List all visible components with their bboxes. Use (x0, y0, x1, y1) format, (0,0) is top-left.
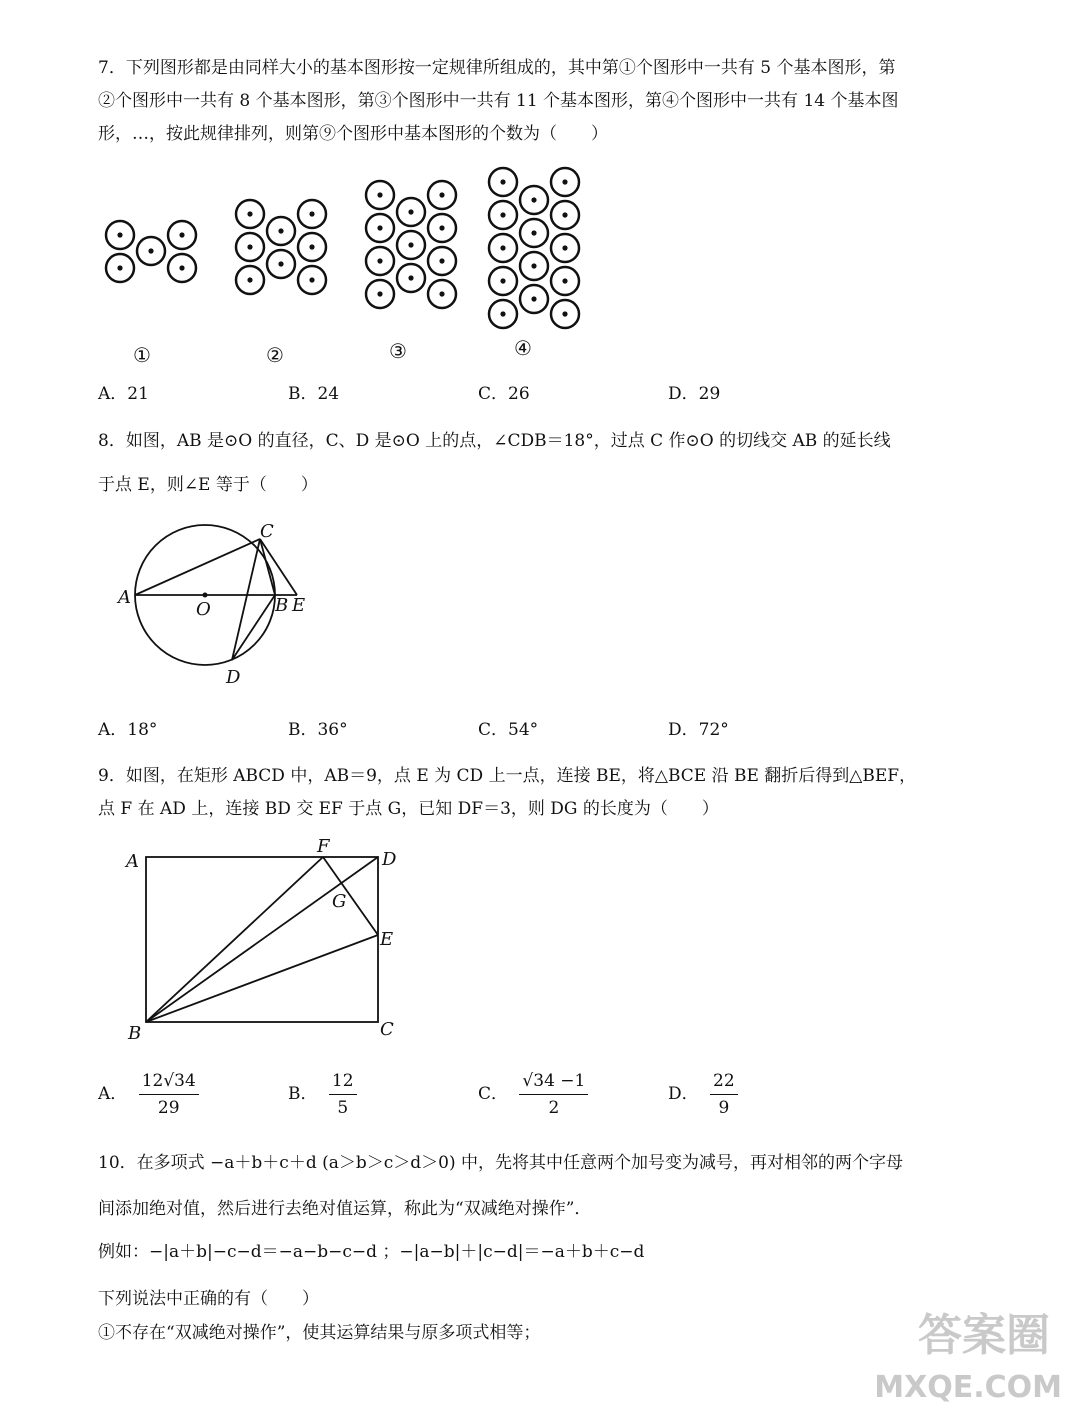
q8-line-db (232, 595, 275, 660)
q7-circle-center-dot (562, 212, 567, 217)
q8-circle-figure (110, 515, 330, 695)
q7-option-a[interactable]: A．21 (98, 384, 149, 404)
q7-circle-center-dot (377, 225, 382, 230)
q8-text-line-1: 8．如图，AB 是⊙O 的直径，C、D 是⊙O 上的点，∠CDB＝18°，过点 C 作⊙O 的切线交 AB 的延长线 (98, 431, 891, 451)
q8-option-d[interactable]: D．72° (668, 720, 729, 740)
q7-circle-center-dot (247, 277, 252, 282)
q8-label-e: E (292, 595, 306, 616)
q7-figure-label-3: ③ (389, 339, 407, 363)
q7-circle-center-dot (117, 232, 122, 237)
q7-text-line-2: ②个图形中一共有 8 个基本图形，第③个图形中一共有 11 个基本图形，第④个图形中一共有 14 个基本图 (98, 91, 899, 111)
q7-circle-center-dot (562, 311, 567, 316)
q8-line-cb (260, 539, 275, 595)
q9-line-bf (146, 857, 323, 1022)
q8-option-c[interactable]: C．54° (478, 720, 539, 740)
q9-label-a: A (126, 851, 139, 872)
q7-figure-label-1: ① (133, 343, 151, 367)
q7-circle-center-dot (377, 291, 382, 296)
q9-label-f: F (317, 836, 330, 857)
q9-option-b-numerator: 12 (329, 1070, 357, 1095)
q9-rectangle-figure (110, 835, 420, 1050)
q9-label-b: B (128, 1023, 142, 1044)
q7-figure-label-2: ② (266, 343, 284, 367)
q9-label-c: C (380, 1019, 394, 1040)
q7-circle-center-dot (439, 192, 444, 197)
q7-circle-center-dot (500, 311, 505, 316)
q9-option-d-denominator: 9 (718, 1098, 730, 1118)
watermark-site-text: MXQE.COM (874, 1370, 1062, 1405)
q9-option-a[interactable] (98, 1070, 199, 1119)
q10-text-line-2: 间添加绝对值，然后进行去绝对值运算，称此为“双减绝对操作”． (98, 1199, 592, 1219)
q8-option-b[interactable]: B．36° (288, 720, 348, 740)
q7-circle-center-dot (562, 245, 567, 250)
q7-option-c[interactable]: C．26 (478, 384, 530, 404)
q8-label-o: O (196, 599, 211, 620)
q9-option-b-label: B． (288, 1084, 318, 1104)
q7-text-line-3: 形，…，按此规律排列，则第⑨个图形中基本图形的个数为（ ） (98, 124, 608, 144)
q7-circle-center-dot (309, 244, 314, 249)
q9-option-d[interactable] (668, 1070, 738, 1119)
q10-text-line-1: 10．在多项式 −a＋b＋c＋d (a＞b＞c＞d＞0) 中，先将其中任意两个加号变为减号，再对相邻的两个字母 (98, 1153, 904, 1173)
q7-circle-center-dot (377, 258, 382, 263)
q7-circle-center-dot (247, 244, 252, 249)
q8-label-a: A (118, 587, 131, 608)
q9-option-b-denominator: 5 (337, 1098, 349, 1118)
q9-label-d: D (382, 849, 397, 870)
q7-circle-center-dot (148, 248, 153, 253)
q8-label-c: C (260, 521, 274, 542)
q7-circle-center-dot (439, 258, 444, 263)
q9-text-line-2: 点 F 在 AD 上，连接 BD 交 EF 于点 G，已知 DF＝3，则 DG 的长度为（ ） (98, 799, 719, 819)
q7-circle-center-dot (500, 278, 505, 283)
q9-label-e: E (380, 929, 394, 950)
q7-circle-center-dot (309, 277, 314, 282)
q10-text-line-4: 下列说法中正确的有（ ） (98, 1289, 319, 1309)
q7-circle-center-dot (278, 228, 283, 233)
q7-circle-center-dot (500, 212, 505, 217)
q9-option-a-denominator: 29 (157, 1098, 180, 1118)
watermark-logo-text: 答案圈 (918, 1310, 1050, 1361)
q7-circle-center-dot (562, 179, 567, 184)
q7-circle-center-dot (500, 245, 505, 250)
q9-option-a-numerator: 12√34 (139, 1070, 199, 1095)
q7-text-line-1: 7．下列图形都是由同样大小的基本图形按一定规律所组成的，其中第①个图形中一共有 5 个基本图形，第 (98, 58, 896, 78)
q8-label-b: B (275, 595, 289, 616)
q7-circle-center-dot (408, 242, 413, 247)
q8-center-point (203, 593, 208, 598)
q7-circle-center-dot (500, 179, 505, 184)
q7-figure-label-4: ④ (514, 336, 532, 360)
q9-option-b[interactable] (288, 1070, 357, 1119)
q7-circle-center-dot (247, 211, 252, 216)
q7-circle-center-dot (377, 192, 382, 197)
q7-circle-center-dot (531, 197, 536, 202)
q9-option-d-numerator: 22 (710, 1070, 738, 1095)
q7-circle-center-dot (408, 209, 413, 214)
q7-option-b[interactable]: B．24 (288, 384, 340, 404)
q7-circle-center-dot (179, 232, 184, 237)
q7-circle-center-dot (278, 261, 283, 266)
q9-option-c-numerator: √34 −1 (519, 1070, 588, 1095)
q9-option-c-label: C． (478, 1084, 509, 1104)
q8-option-a[interactable]: A．18° (98, 720, 158, 740)
q9-option-c[interactable] (478, 1070, 588, 1119)
q7-pattern-figure (90, 160, 610, 375)
q7-circle-center-dot (531, 296, 536, 301)
q9-option-c-denominator: 2 (548, 1098, 560, 1118)
q9-option-d-label: D． (668, 1084, 699, 1104)
q8-tangent-ce (260, 539, 297, 595)
q7-circle-center-dot (117, 265, 122, 270)
q8-label-d: D (226, 667, 241, 688)
q10-text-line-5: ①不存在“双减绝对操作”，使其运算结果与原多项式相等； (98, 1323, 541, 1343)
q7-circle-center-dot (179, 265, 184, 270)
q7-option-d[interactable]: D．29 (668, 384, 721, 404)
q9-text-line-1: 9．如图，在矩形 ABCD 中，AB＝9，点 E 为 CD 上一点，连接 BE，将△BCE 沿 BE 翻折后得到△BEF， (98, 766, 917, 786)
q9-option-a-label: A． (98, 1084, 128, 1104)
q7-circle-patterns (106, 168, 579, 328)
q9-line-bd (146, 857, 378, 1022)
q7-circle-center-dot (531, 230, 536, 235)
q9-line-be (146, 935, 378, 1022)
q7-circle-center-dot (309, 211, 314, 216)
q8-text-line-2: 于点 E，则∠E 等于（ ） (98, 475, 318, 495)
q7-circle-center-dot (562, 278, 567, 283)
q9-label-g: G (332, 891, 347, 912)
q7-circle-center-dot (439, 225, 444, 230)
q7-circle-center-dot (408, 275, 413, 280)
q7-circle-center-dot (439, 291, 444, 296)
q10-text-line-3: 例如：−|a＋b|−c−d＝−a−b−c−d ；−|a−b|＋|c−d|＝−a＋b＋c−d (98, 1242, 645, 1262)
q7-circle-center-dot (531, 263, 536, 268)
